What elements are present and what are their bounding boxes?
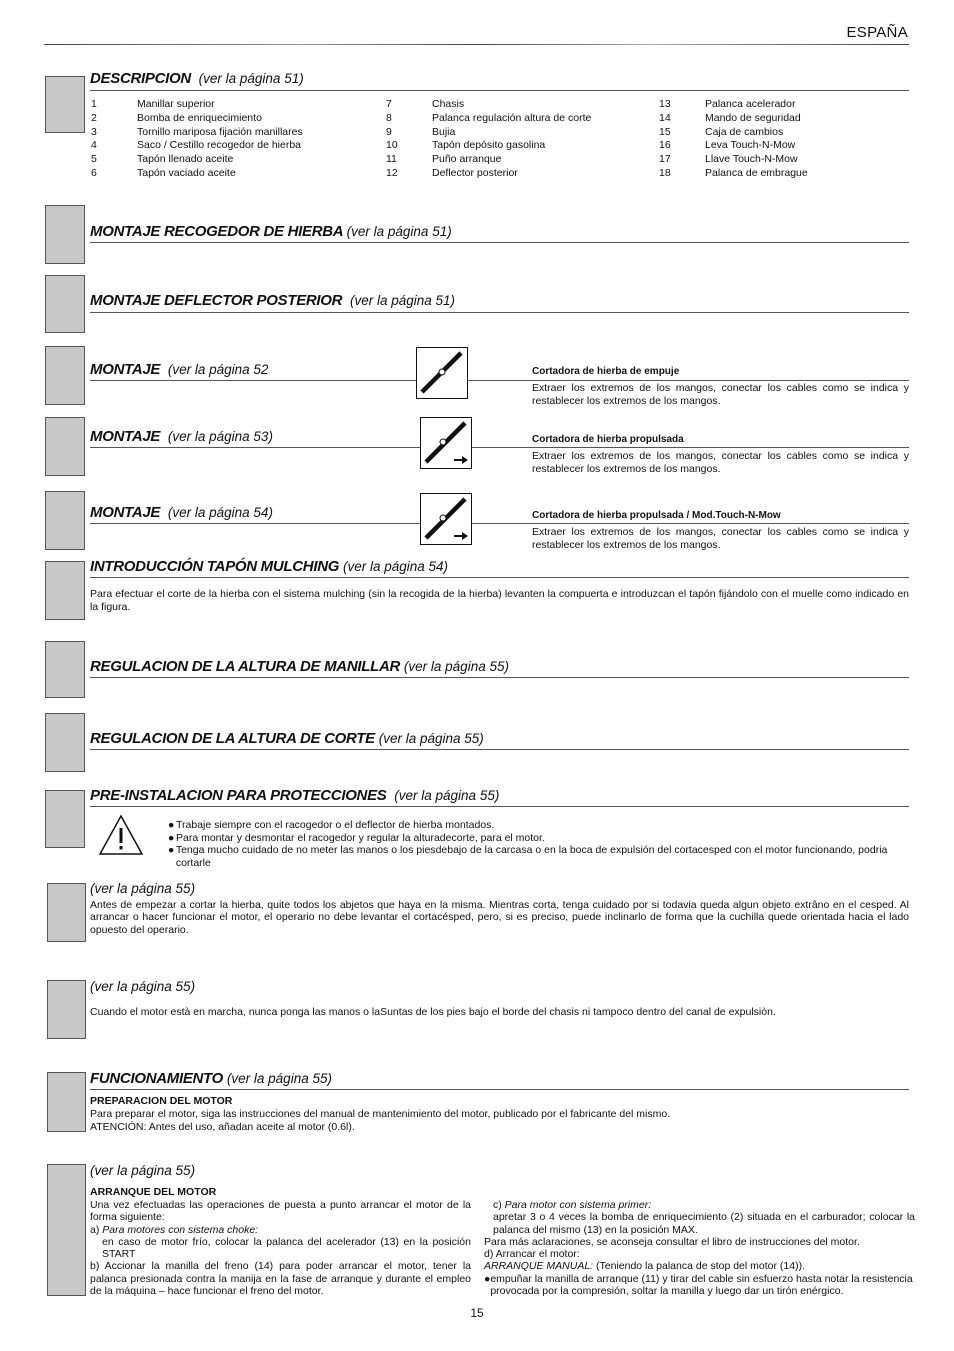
section-marker xyxy=(45,275,85,333)
montaje-text: Extraer los extremos de los mangos, conectar los cables como se indica y restablecer los extremos de los mangos. xyxy=(532,526,909,552)
list-item xyxy=(659,112,808,126)
arranque-col-right: c) Para motor con sistema primer: apretar 3 o 4 veces la bomba de enriquecimiento (2) situada en el carburador; colocar la palanca del mismo (13) en la posición MAX. Para más aclaraciones, se aconseja consultar el libro de instrucciones del motor. d) Arrancar el motor: ARRANQUE MANUAL: (Teniendo la palanca de stop del motor (14)). ● empuñar la manilla de arranque (11) y tirar del cable sin esfuerzo hasta notar la resistencia provocada por la compresión, soltar la manilla y luego dar un tirón enérgico. xyxy=(484,1199,915,1298)
part-number: 13 xyxy=(659,98,671,110)
section-ref-b: (ver la página 55) xyxy=(90,979,196,994)
safety-text-a: Antes de empezar a cortar la hierba, quite todos los abjetos que haya en la misma. Mientras corta, tenga cuidado por si todavia queda algun objeto extrâno en el cesped. Al arrancar o hacer funcionar el motor, el operario no debe levantar el cortacésped, pero, si es preciso, puede inclinarlo de forma que la cuchilla quede orientada hacia el lado opuesto del operario. xyxy=(90,899,909,936)
section-rule xyxy=(90,1089,909,1090)
part-number: 16 xyxy=(659,139,671,152)
part-number: 5 xyxy=(91,153,97,166)
section-rule xyxy=(90,806,909,807)
warning-list xyxy=(168,819,909,869)
section-marker xyxy=(45,641,85,698)
part-number: 6 xyxy=(91,166,97,179)
list-item xyxy=(659,98,808,112)
montaje-subtitle: Cortadora de hierba propulsada / Mod.Touch-N-Mow xyxy=(532,510,781,521)
section-marker xyxy=(45,205,85,264)
part-name: Mando de seguridad xyxy=(705,111,801,124)
section-title-descripcion: DESCRIPCION (ver la página 51) xyxy=(90,70,304,87)
section-title-montaje-recogedor: MONTAJE RECOGEDOR DE HIERBA (ver la página 51) xyxy=(90,223,452,240)
part-number: 18 xyxy=(659,166,671,179)
country-label: ESPAÑA xyxy=(846,24,908,41)
section-marker xyxy=(45,346,85,405)
part-name: Caja de cambios xyxy=(705,125,784,138)
cable-propulsion-icon xyxy=(420,417,472,469)
montaje-subtitle: Cortadora de hierba de empuje xyxy=(532,366,680,377)
section-ref-a: (ver la página 55) xyxy=(90,881,196,896)
section-title-montaje-53: MONTAJE (ver la página 53) xyxy=(90,428,273,445)
section-marker xyxy=(47,1164,86,1296)
part-number: 8 xyxy=(386,111,392,124)
section-title-funcionamiento: FUNCIONAMIENTO (ver la página 55) xyxy=(90,1070,332,1087)
section-ref-arranque: (ver la página 55) xyxy=(90,1163,196,1178)
list-item: ● empuñar la manilla de arranque (11) y tirar del cable sin esfuerzo hasta notar la resistencia provocada por la compresión, soltar la manilla y luego dar un tirón enérgico. xyxy=(484,1272,913,1298)
part-name: Manillar superior xyxy=(137,98,215,110)
part-number: 3 xyxy=(91,125,97,138)
part-name: Palanca de embrague xyxy=(705,166,808,179)
part-name: Bujia xyxy=(432,125,456,138)
section-marker xyxy=(45,417,85,476)
list-item xyxy=(91,167,303,181)
section-marker xyxy=(45,491,85,550)
section-rule xyxy=(90,312,909,313)
part-number: 7 xyxy=(386,98,392,110)
list-item xyxy=(91,153,303,167)
parts-list-col2 xyxy=(386,98,591,181)
section-title-preinstalacion: PRE-INSTALACION PARA PROTECCIONES (ver la página 55) xyxy=(90,787,500,804)
section-rule xyxy=(90,749,909,750)
part-name: Llave Touch-N-Mow xyxy=(705,153,798,166)
section-marker xyxy=(45,561,85,620)
section-marker xyxy=(47,980,86,1039)
section-marker xyxy=(45,790,85,848)
section-rule xyxy=(90,523,909,524)
montaje-subtitle: Cortadora de hierba propulsada xyxy=(532,434,684,445)
list-item: ● Tenga mucho cuidado de no meter las manos o los piesdebajo de la carcasa o en la boca de expulsión del cortacesped con el motor funcionando, podria cortarle xyxy=(168,844,888,869)
section-rule xyxy=(90,577,909,578)
section-marker xyxy=(47,1072,86,1132)
part-name: Palanca regulación altura de corte xyxy=(432,111,592,124)
list-item xyxy=(386,112,591,126)
list-item xyxy=(386,98,591,112)
part-name: Leva Touch-N-Mow xyxy=(705,139,796,152)
part-number: 17 xyxy=(659,153,671,166)
part-name: Bomba de enriquecimiento xyxy=(137,111,262,124)
safety-text-b: Cuando el motor està en marcha, nunca ponga las manos o laSuntas de los pies bajo el borde del chasis ni tampoco dentro del canal de expulsiòn. xyxy=(90,1006,776,1018)
preparacion-text: Para preparar el motor, siga las instrucciones del manual de mantenimiento del motor, publicado por el fabricante del mismo. ATENCIÓN: Antes del uso, añadan aceite al motor (0.6l). xyxy=(90,1108,671,1133)
part-number: 4 xyxy=(91,139,97,152)
warning-icon xyxy=(98,814,144,860)
section-title-montaje-52: MONTAJE (ver la página 52 xyxy=(90,361,269,378)
list-item xyxy=(659,139,808,153)
preparacion-subtitle: PREPARACION DEL MOTOR xyxy=(90,1095,233,1107)
part-number: 2 xyxy=(91,111,97,124)
part-name: Tapón vaciado aceite xyxy=(137,166,236,179)
section-title-mulching: INTRODUCCIÓN TAPÓN MULCHING (ver la página 54) xyxy=(90,558,449,575)
parts-list-col1 xyxy=(91,98,303,181)
montaje-text: Extraer los extremos de los mangos, conectar los cables como se indica y restablecer los extremos de los mangos. xyxy=(532,450,909,476)
header-rule xyxy=(44,44,909,45)
section-rule xyxy=(90,90,909,91)
list-item xyxy=(659,167,808,181)
part-number: 12 xyxy=(386,166,398,179)
list-item xyxy=(91,139,303,153)
part-number: 9 xyxy=(386,125,392,138)
section-marker xyxy=(47,883,86,942)
list-item: ● Trabaje siempre con el racogedor o el deflector de hierba montados. xyxy=(168,819,495,831)
montaje-text: Extraer los extremos de los mangos, conectar los cables como se indica y restablecer los extremos de los mangos. xyxy=(532,382,909,408)
part-number: 10 xyxy=(386,139,398,152)
section-marker xyxy=(45,76,85,133)
section-rule xyxy=(90,677,909,678)
part-number: 11 xyxy=(386,153,397,166)
part-name: Puño arranque xyxy=(432,153,502,166)
list-item xyxy=(91,126,303,140)
part-number: 1 xyxy=(91,98,97,110)
list-item xyxy=(386,153,591,167)
page-number: 15 xyxy=(470,1306,484,1320)
part-name: Chasis xyxy=(432,98,465,110)
list-item xyxy=(659,126,808,140)
mulching-text: Para efectuar el corte de la hierba con el sistema mulching (sin la recogida de la hierba) levanten la compuerta e introduzcan el tapón fijándolo con el muelle como indicado en la figura. xyxy=(90,588,909,614)
part-number: 14 xyxy=(659,111,671,124)
list-item: ● Para montar y desmontar el racogedor y regular la alturadecorte, para el motor. xyxy=(168,831,545,844)
section-title-reg-manillar: REGULACION DE LA ALTURA DE MANILLAR (ver la página 55) xyxy=(90,658,509,675)
list-item xyxy=(659,153,808,167)
part-name: Deflector posterior xyxy=(432,166,518,179)
section-title-montaje-54: MONTAJE (ver la página 54) xyxy=(90,504,273,521)
section-rule xyxy=(90,242,909,243)
section-title-montaje-deflector: MONTAJE DEFLECTOR POSTERIOR (ver la página 51) xyxy=(90,292,456,309)
arranque-subtitle: ARRANQUE DEL MOTOR xyxy=(90,1186,217,1198)
part-number: 15 xyxy=(659,125,671,138)
section-rule xyxy=(90,447,909,448)
part-name: Tapón llenado aceite xyxy=(137,153,234,166)
section-rule xyxy=(90,380,909,381)
cable-push-icon xyxy=(416,347,468,399)
part-name: Tornillo mariposa fijación manillares xyxy=(137,125,303,138)
part-name: Palanca acelerador xyxy=(705,98,796,110)
section-marker xyxy=(45,713,85,772)
list-item xyxy=(91,98,303,112)
list-item xyxy=(386,139,591,153)
list-item xyxy=(91,112,303,126)
part-name: Tapón depósito gasolina xyxy=(432,139,546,152)
part-name: Saco / Cestillo recogedor de hierba xyxy=(137,139,302,152)
arranque-col-left: Una vez efectuadas las operaciones de puesta a punto arrancar el motor de la forma siguiente: a) Para motores con sistema choke: en caso de motor frío, colocar la palanca del acelerador (13) en la posición START b) Accionar la manilla del freno (14) para poder arrancar el motor, tener la palanca presionada contra la manija en la fase de arranque y durante el empleo de la máquina – hace funcionar el freno del motor. xyxy=(90,1199,471,1298)
parts-list-col3 xyxy=(659,98,808,181)
list-item xyxy=(386,126,591,140)
cable-touch-n-mow-icon xyxy=(420,493,472,545)
section-title-reg-corte: REGULACION DE LA ALTURA DE CORTE (ver la página 55) xyxy=(90,730,484,747)
list-item xyxy=(386,167,591,181)
